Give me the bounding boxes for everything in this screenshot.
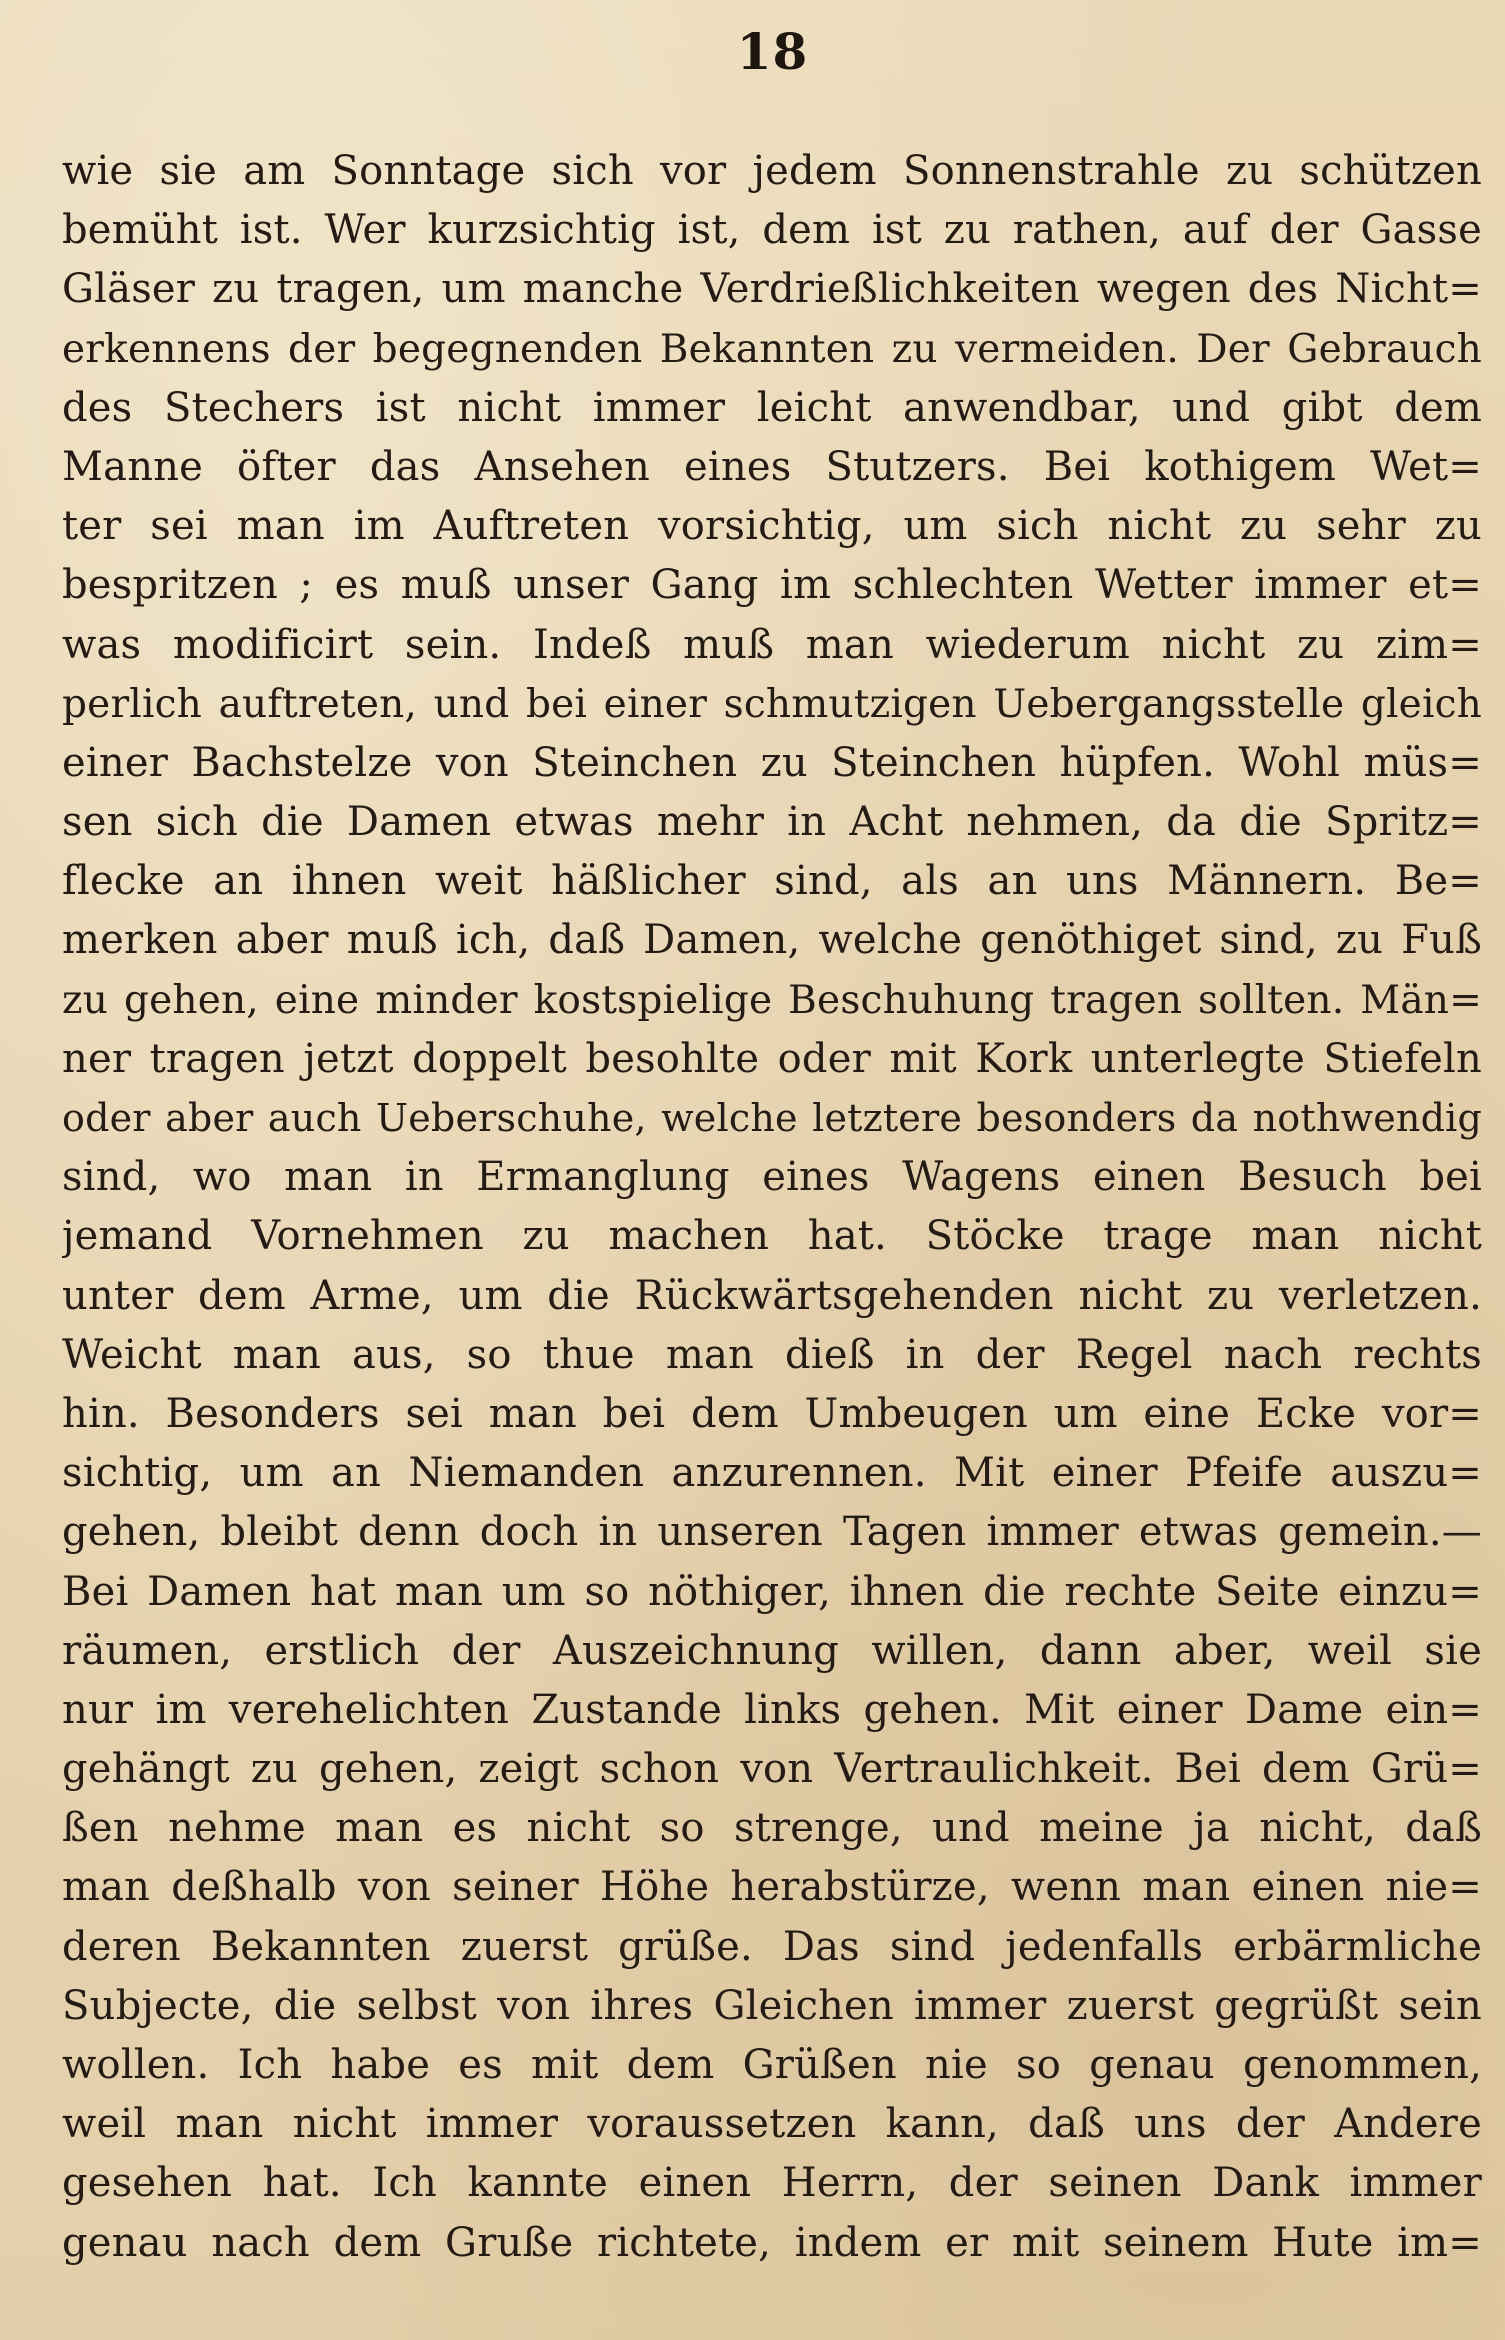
text-line: gehen, bleibt denn doch in unseren Tagen immer etwas gemein.—	[62, 1509, 1482, 1556]
text-line: weil man nicht immer voraussetzen kann, daß uns der Andere	[62, 2101, 1482, 2148]
text-line: flecke an ihnen weit häßlicher sind, als an uns Männern. Be=	[62, 858, 1482, 905]
text-line: merken aber muß ich, daß Damen, welche genöthiget sind, zu Fuß	[62, 917, 1482, 964]
text-line: perlich auftreten, und bei einer schmutzigen Uebergangsstelle gleich	[62, 681, 1482, 727]
text-line: genau nach dem Gruße richtete, indem er mit seinem Hute im=	[62, 2219, 1482, 2266]
text-line: sen sich die Damen etwas mehr in Acht nehmen, da die Spritz=	[62, 799, 1482, 846]
text-line: des Stechers ist nicht immer leicht anwendbar, und gibt dem	[62, 384, 1482, 431]
text-line: jemand Vornehmen zu machen hat. Stöcke trage man nicht	[62, 1213, 1482, 1260]
text-line: was modificirt sein. Indeß muß man wiederum nicht zu zim=	[62, 621, 1482, 668]
text-line: bespritzen ; es muß unser Gang im schlechten Wetter immer et=	[62, 562, 1482, 609]
text-line: ter sei man im Auftreten vorsichtig, um sich nicht zu sehr zu	[62, 503, 1482, 550]
text-line: sind, wo man in Ermanglung eines Wagens einen Besuch bei	[62, 1154, 1482, 1201]
text-line: Gläser zu tragen, um manche Verdrießlichkeiten wegen des Nicht=	[62, 266, 1482, 313]
text-line: wie sie am Sonntage sich vor jedem Sonnenstrahle zu schützen	[62, 148, 1482, 194]
text-line: Manne öfter das Ansehen eines Stutzers. Bei kothigem Wet=	[62, 443, 1482, 490]
text-line: Weicht man aus, so thue man dieß in der Regel nach rechts	[62, 1331, 1482, 1378]
text-line: bemüht ist. Wer kurzsichtig ist, dem ist zu rathen, auf der Gasse	[62, 207, 1482, 254]
text-line: wollen. Ich habe es mit dem Grüßen nie so genau genommen,	[62, 2042, 1482, 2088]
text-line: sichtig, um an Niemanden anzurennen. Mit einer Pfeife auszu=	[62, 1450, 1482, 1497]
text-line: Subjecte, die selbst von ihres Gleichen immer zuerst gegrüßt sein	[62, 1982, 1482, 2029]
text-line: Bei Damen hat man um so nöthiger, ihnen die rechte Seite einzu=	[62, 1568, 1482, 1615]
text-line: oder aber auch Ueberschuhe, welche letztere besonders da nothwendig	[62, 1096, 1482, 1140]
text-line: man deßhalb von seiner Höhe herabstürze, wenn man einen nie=	[62, 1864, 1482, 1911]
body-text	[62, 142, 1482, 2273]
text-line: zu gehen, eine minder kostspielige Beschuhung tragen sollten. Män=	[62, 977, 1482, 1023]
text-line: räumen, erstlich der Auszeichnung willen, dann aber, weil sie	[62, 1627, 1482, 1674]
text-line: erkennens der begegnenden Bekannten zu vermeiden. Der Gebrauch	[62, 326, 1482, 372]
text-line: nur im verehelichten Zustande links gehen. Mit einer Dame ein=	[62, 1686, 1482, 1733]
text-line: hin. Besonders sei man bei dem Umbeugen um eine Ecke vor=	[62, 1390, 1482, 1437]
text-line: unter dem Arme, um die Rückwärtsgehenden nicht zu verletzen.	[62, 1272, 1482, 1319]
text-line: gehängt zu gehen, zeigt schon von Vertraulichkeit. Bei dem Grü=	[62, 1746, 1482, 1793]
text-line: einer Bachstelze von Steinchen zu Steinchen hüpfen. Wohl müs=	[62, 739, 1482, 786]
text-line: gesehen hat. Ich kannte einen Herrn, der seinen Dank immer	[62, 2160, 1482, 2207]
text-line: ßen nehme man es nicht so strenge, und meine ja nicht, daß	[62, 1805, 1482, 1852]
text-line: deren Bekannten zuerst grüße. Das sind jedenfalls erbärmliche	[62, 1923, 1482, 1970]
page-number: 18	[736, 22, 809, 81]
text-line: ner tragen jetzt doppelt besohlte oder mit Kork unterlegte Stiefeln	[62, 1035, 1482, 1082]
